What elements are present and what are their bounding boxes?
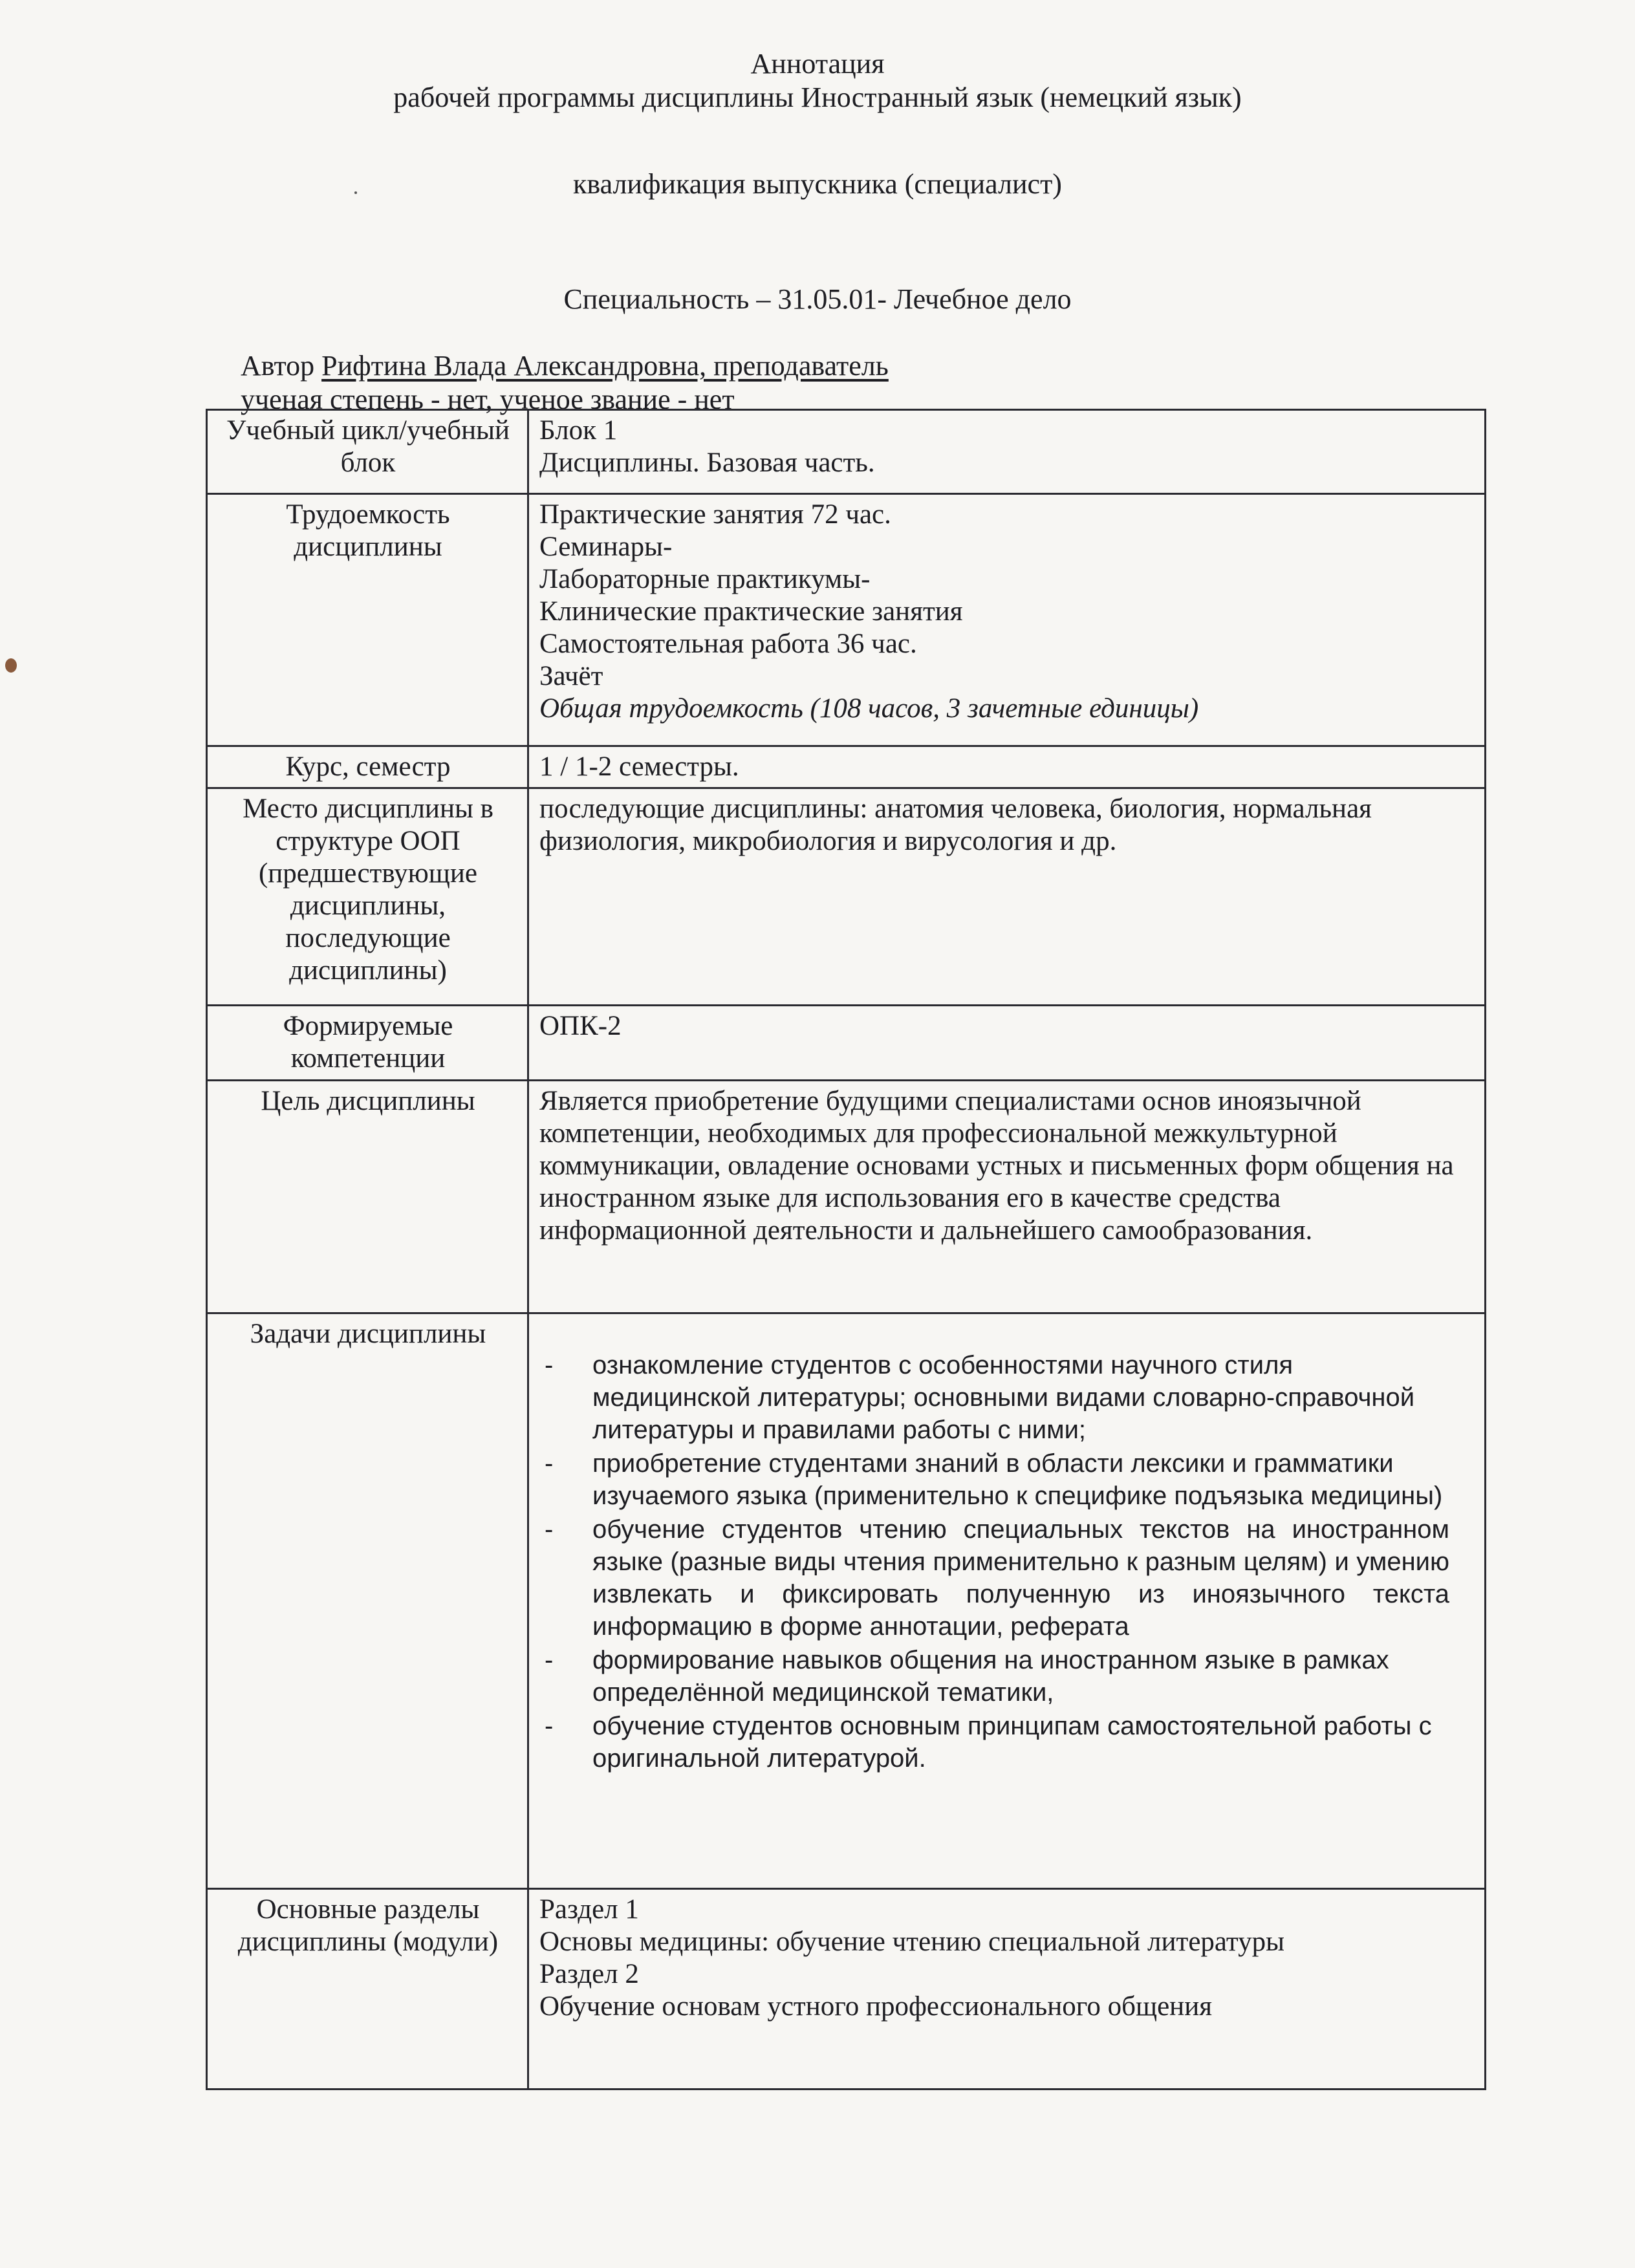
table-row [207,1081,1486,1313]
workload-label: Трудоемкость дисциплины [207,494,528,746]
academic-degree: ученая степень - нет, ученое звание - нет [241,383,735,415]
bullet-dash: - [545,1351,554,1379]
list-item [539,1513,1475,1643]
sections-value [528,1889,1486,2090]
workload-line: Самостоятельная работа 36 час. [539,629,917,659]
goal-label: Цель дисциплины [207,1081,528,1313]
workload-line: Практические занятия 72 час. [539,499,891,530]
task-text: ознакомление студентов с особенностями научного стиля медицинской литературы; основными видами словарно-справочной литературы и правилами работы с ними; [592,1351,1415,1444]
competencies-value: ОПК-2 [528,1006,1486,1081]
workload-line: Лабораторные практикумы- [539,564,871,594]
goal-value: Является приобретение будущими специалистами основ иноязычной компетенции, необходимых для профессиональной межкультурной коммуникации, овладение основами устных и письменных форм общения на иностранном языке для использования его в качестве средства информационной деятельности и дальнейшего самообразования. [528,1081,1486,1313]
table-row [207,410,1486,494]
section-line: Обучение основам устного профессионального общения [539,1991,1212,2022]
paper-speck [5,658,17,673]
tasks-value [528,1313,1486,1889]
task-text: обучение студентов основным принципам самостоятельной работы с оригинальной литературой. [592,1712,1432,1773]
workload-value [528,494,1486,746]
list-item [539,1644,1475,1709]
table-row [207,494,1486,746]
table-row [207,1889,1486,2090]
author-name: Рифтина Влада Александровна, преподаватель [321,350,889,382]
author-prefix: Автор [241,350,322,382]
task-text: приобретение студентами знаний в области лексики и грамматики изучаемого языка (применительно к специфике подъязыка медицины) [592,1449,1443,1510]
workload-line: Семинары- [539,532,673,562]
section-line: Основы медицины: обучение чтению специальной литературы [539,1927,1284,1957]
sections-label: Основные разделы дисциплины (модули) [207,1889,528,2090]
workload-line: Зачёт [539,661,603,691]
table-row [207,1313,1486,1889]
cycle-line: Блок 1 [539,415,618,446]
table-row [207,1006,1486,1081]
cycle-label: Учебный цикл/учебный блок [207,410,528,494]
place-value: последующие дисциплины: анатомия человека, биология, нормальная физиология, микробиология и вирусология и др. [528,788,1486,1006]
bullet-dash: - [545,1646,554,1674]
discipline-table [206,409,1486,2090]
qualification: квалификация выпускника (специалист) [573,168,1062,200]
workload-total: Общая трудоемкость (108 часов, 3 зачетные единицы) [539,693,1199,724]
tasks-list [539,1349,1475,1775]
list-item [539,1349,1475,1446]
section-line: Раздел 2 [539,1959,639,1989]
list-item [539,1710,1475,1775]
competencies-label: Формируемые компетенции [207,1006,528,1081]
bullet-dash: - [545,1515,554,1544]
bullet-dash: - [545,1712,554,1740]
specialty: Специальность – 31.05.01- Лечебное дело [563,283,1072,315]
section-line: Раздел 1 [539,1894,639,1925]
course-value: 1 / 1-2 семестры. [528,746,1486,788]
task-text: обучение студентов чтению специальных текстов на иностранном языке (разные виды чтения применительно к разным целям) и умению извлекать и фиксировать полученную из иноязычного текста информацию в форме аннотации, реферата [592,1515,1449,1641]
list-item [539,1447,1475,1512]
document-title: Аннотация [750,48,885,80]
table-row [207,788,1486,1006]
task-text: формирование навыков общения на иностранном языке в рамках определённой медицинской тематики, [592,1646,1389,1707]
workload-line: Клинические практические занятия [539,596,963,627]
document-subtitle: рабочей программы дисциплины Иностранный язык (немецкий язык) [393,81,1242,113]
author-line [241,349,889,383]
place-label: Место дисциплины в структуре ООП (предшествующие дисциплины, последующие дисциплины) [207,788,528,1006]
cycle-value [528,410,1486,494]
tasks-label: Задачи дисциплины [207,1313,528,1889]
cycle-line: Дисциплины. Базовая часть. [539,448,875,478]
course-label: Курс, семестр [207,746,528,788]
bullet-dash: - [545,1449,554,1478]
table-row [207,746,1486,788]
